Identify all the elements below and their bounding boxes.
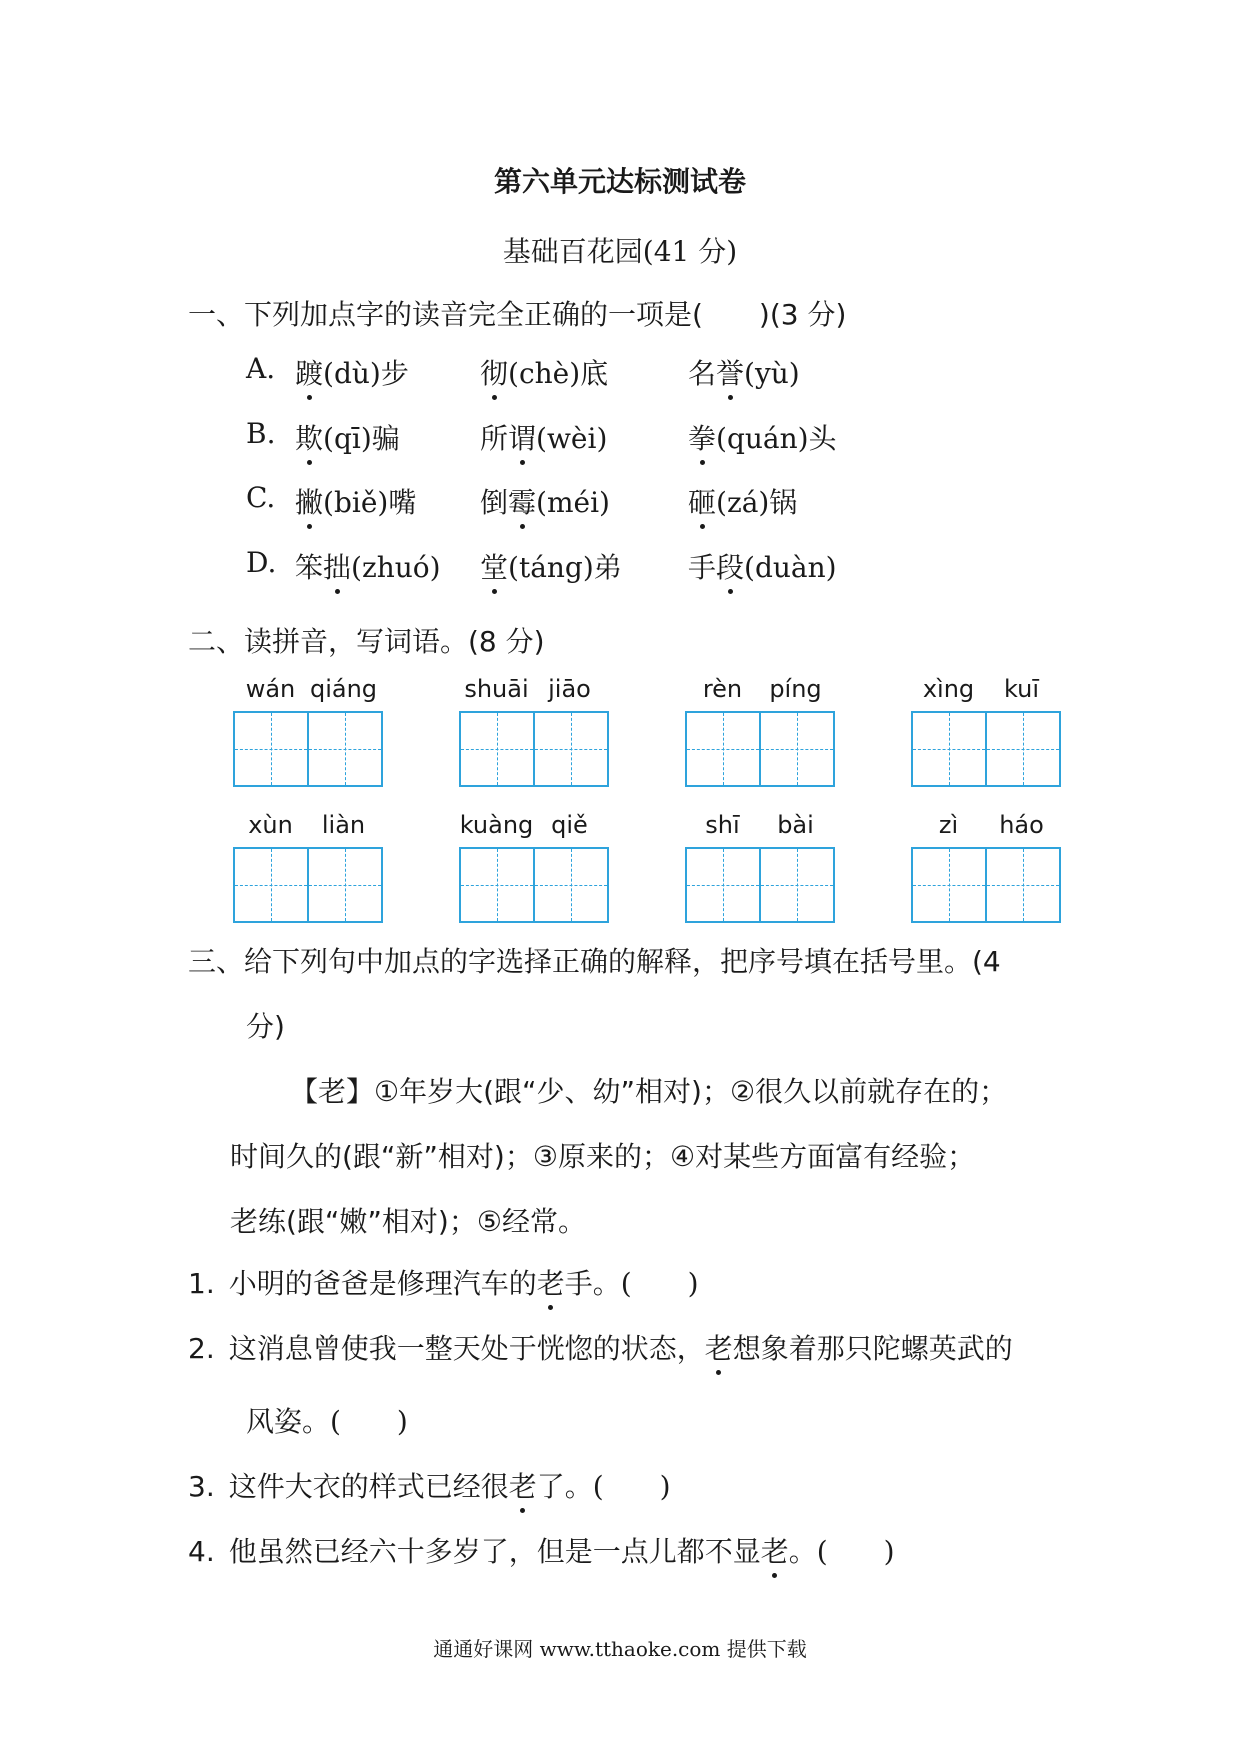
dotted-character: 谓 bbox=[508, 417, 536, 457]
option-word bbox=[295, 352, 409, 392]
word-prefix: 倒 bbox=[480, 486, 509, 519]
page-title: 第六单元达标测试卷 bbox=[493, 165, 746, 198]
word-pinyin: (quán)头 bbox=[716, 422, 837, 455]
writing-grid bbox=[233, 847, 383, 923]
pinyin-syllable: liàn bbox=[321, 811, 366, 839]
grid-guide-horizontal bbox=[235, 885, 307, 886]
item-text: 想象着那只陀螺英武的 bbox=[732, 1332, 1013, 1365]
writing-grid bbox=[459, 711, 609, 787]
dotted-character: 撇 bbox=[295, 481, 323, 521]
writing-grid bbox=[685, 711, 835, 787]
question-3-item bbox=[188, 1262, 699, 1302]
word-pinyin: (qī)骗 bbox=[323, 422, 400, 455]
pinyin-syllable: shuāi bbox=[464, 675, 529, 703]
word-pinyin: (zá)锅 bbox=[716, 486, 798, 519]
pinyin-syllable: qiě bbox=[551, 811, 588, 839]
grid-guide-horizontal bbox=[687, 885, 759, 886]
writing-cell[interactable] bbox=[235, 713, 307, 785]
dotted-character: 誉 bbox=[716, 352, 744, 392]
item-text: 。( ) bbox=[788, 1535, 895, 1568]
question-2-stem: 二、读拼音，写词语。(8 分) bbox=[188, 625, 545, 658]
option-word bbox=[688, 546, 837, 586]
pinyin-syllable: bài bbox=[777, 811, 814, 839]
option-word bbox=[480, 481, 610, 521]
grid-guide-horizontal bbox=[535, 885, 607, 886]
dotted-character: 踱 bbox=[295, 352, 323, 392]
pinyin-syllable: píng bbox=[769, 675, 822, 703]
writing-cell[interactable] bbox=[307, 849, 381, 921]
question-3-item bbox=[246, 1400, 408, 1440]
dotted-character: 砸 bbox=[688, 481, 716, 521]
question-3-stem: 三、给下列句中加点的字选择正确的解释，把序号填在括号里。(4 bbox=[188, 945, 1001, 978]
option-letter: D. bbox=[246, 546, 277, 579]
dotted-character: 霉 bbox=[508, 481, 536, 521]
item-number: 3. bbox=[188, 1470, 215, 1503]
pinyin-syllable: xìng bbox=[922, 675, 975, 703]
option-word bbox=[688, 481, 797, 521]
grid-guide-horizontal bbox=[987, 885, 1059, 886]
word-pinyin: (wèi) bbox=[536, 422, 608, 455]
grid-guide-horizontal bbox=[309, 885, 381, 886]
pinyin-syllable: zì bbox=[938, 811, 959, 839]
grid-guide-horizontal bbox=[913, 885, 985, 886]
option-word bbox=[295, 546, 441, 586]
writing-cell[interactable] bbox=[461, 713, 533, 785]
grid-guide-horizontal bbox=[309, 749, 381, 750]
definition-line-2: 时间久的(跟“新”相对)；③原来的；④对某些方面富有经验； bbox=[230, 1140, 976, 1173]
grid-guide-horizontal bbox=[761, 749, 833, 750]
option-word bbox=[688, 417, 837, 457]
dotted-character: 老 bbox=[761, 1530, 789, 1570]
word-prefix: 笨 bbox=[295, 551, 324, 584]
dotted-character: 老 bbox=[705, 1327, 733, 1367]
question-3-item bbox=[188, 1530, 895, 1570]
writing-cell[interactable] bbox=[687, 713, 759, 785]
option-letter: A. bbox=[246, 352, 276, 385]
dotted-character: 堂 bbox=[480, 546, 508, 586]
section-title: 基础百花园(41 分) bbox=[502, 235, 738, 268]
item-text: 了。( ) bbox=[536, 1470, 671, 1503]
item-text: 他虽然已经六十多岁了，但是一点儿都不显 bbox=[228, 1535, 761, 1568]
dotted-character: 老 bbox=[537, 1262, 565, 1302]
writing-cell[interactable] bbox=[533, 713, 607, 785]
grid-guide-horizontal bbox=[461, 749, 533, 750]
option-word bbox=[480, 352, 608, 392]
grid-guide-horizontal bbox=[535, 749, 607, 750]
dotted-character: 老 bbox=[509, 1465, 537, 1505]
footer-credit: 通通好课网 www.tthaoke.com 提供下载 bbox=[433, 1637, 807, 1661]
item-text: 这件大衣的样式已经很 bbox=[228, 1470, 509, 1503]
writing-cell[interactable] bbox=[533, 849, 607, 921]
option-word bbox=[480, 417, 607, 457]
writing-cell[interactable] bbox=[687, 849, 759, 921]
writing-grid bbox=[685, 847, 835, 923]
item-number: 2. bbox=[188, 1332, 215, 1365]
definition-line-3: 老练(跟“嫩”相对)；⑤经常。 bbox=[230, 1205, 586, 1238]
word-pinyin: (dù)步 bbox=[323, 357, 409, 390]
writing-cell[interactable] bbox=[985, 849, 1059, 921]
dotted-character: 段 bbox=[716, 546, 744, 586]
item-number: 4. bbox=[188, 1535, 215, 1568]
grid-guide-horizontal bbox=[913, 749, 985, 750]
word-pinyin: (méi) bbox=[536, 486, 610, 519]
question-1-stem: 一、下列加点字的读音完全正确的一项是( )(3 分) bbox=[188, 298, 847, 331]
item-number: 1. bbox=[188, 1267, 215, 1300]
word-pinyin: (yù) bbox=[744, 357, 800, 390]
option-word bbox=[688, 352, 800, 392]
writing-cell[interactable] bbox=[307, 713, 381, 785]
option-letter: B. bbox=[246, 417, 276, 450]
word-pinyin: (duàn) bbox=[744, 551, 837, 584]
pinyin-syllable: shī bbox=[705, 811, 740, 839]
option-word bbox=[295, 417, 400, 457]
word-pinyin: (chè)底 bbox=[508, 357, 609, 390]
word-pinyin: (zhuó) bbox=[351, 551, 441, 584]
option-letter: C. bbox=[246, 481, 276, 514]
pinyin-syllable: kuàng bbox=[459, 811, 534, 839]
word-prefix: 所 bbox=[480, 422, 509, 455]
writing-cell[interactable] bbox=[235, 849, 307, 921]
grid-guide-horizontal bbox=[687, 749, 759, 750]
grid-guide-horizontal bbox=[761, 885, 833, 886]
pinyin-syllable: kuī bbox=[1003, 675, 1040, 703]
pinyin-syllable: háo bbox=[999, 811, 1044, 839]
writing-cell[interactable] bbox=[461, 849, 533, 921]
dotted-character: 拳 bbox=[688, 417, 716, 457]
pinyin-syllable: xùn bbox=[248, 811, 293, 839]
question-3-item bbox=[188, 1465, 671, 1505]
question-3-item bbox=[188, 1327, 1013, 1367]
writing-cell[interactable] bbox=[913, 849, 985, 921]
item-text: 手。( ) bbox=[564, 1267, 699, 1300]
option-word bbox=[480, 546, 622, 586]
dotted-character: 拙 bbox=[323, 546, 351, 586]
writing-cell[interactable] bbox=[759, 849, 833, 921]
grid-guide-horizontal bbox=[461, 885, 533, 886]
pinyin-syllable: wán bbox=[245, 675, 296, 703]
word-prefix: 手 bbox=[688, 551, 717, 584]
pinyin-syllable: qiáng bbox=[309, 675, 378, 703]
dotted-character: 彻 bbox=[480, 352, 508, 392]
pinyin-syllable: jiāo bbox=[548, 675, 591, 703]
option-word bbox=[295, 481, 416, 521]
writing-grid bbox=[459, 847, 609, 923]
writing-cell[interactable] bbox=[985, 713, 1059, 785]
grid-guide-horizontal bbox=[235, 749, 307, 750]
question-3-stem-continued: 分) bbox=[246, 1010, 285, 1043]
item-text: 这消息曾使我一整天处于恍惚的状态， bbox=[228, 1332, 705, 1365]
writing-cell[interactable] bbox=[759, 713, 833, 785]
writing-grid bbox=[911, 711, 1061, 787]
writing-cell[interactable] bbox=[913, 713, 985, 785]
word-prefix: 名 bbox=[688, 357, 717, 390]
word-pinyin: (biě)嘴 bbox=[323, 486, 417, 519]
dotted-character: 欺 bbox=[295, 417, 323, 457]
writing-grid bbox=[233, 711, 383, 787]
item-text: 小明的爸爸是修理汽车的 bbox=[228, 1267, 537, 1300]
pinyin-syllable: rèn bbox=[702, 675, 743, 703]
word-pinyin: (táng)弟 bbox=[508, 551, 622, 584]
definition-line-1: 【老】①年岁大(跟“少、幼”相对)；②很久以前就存在的； bbox=[290, 1075, 1008, 1108]
grid-guide-horizontal bbox=[987, 749, 1059, 750]
writing-grid bbox=[911, 847, 1061, 923]
item-text: 风姿。( ) bbox=[246, 1405, 408, 1438]
